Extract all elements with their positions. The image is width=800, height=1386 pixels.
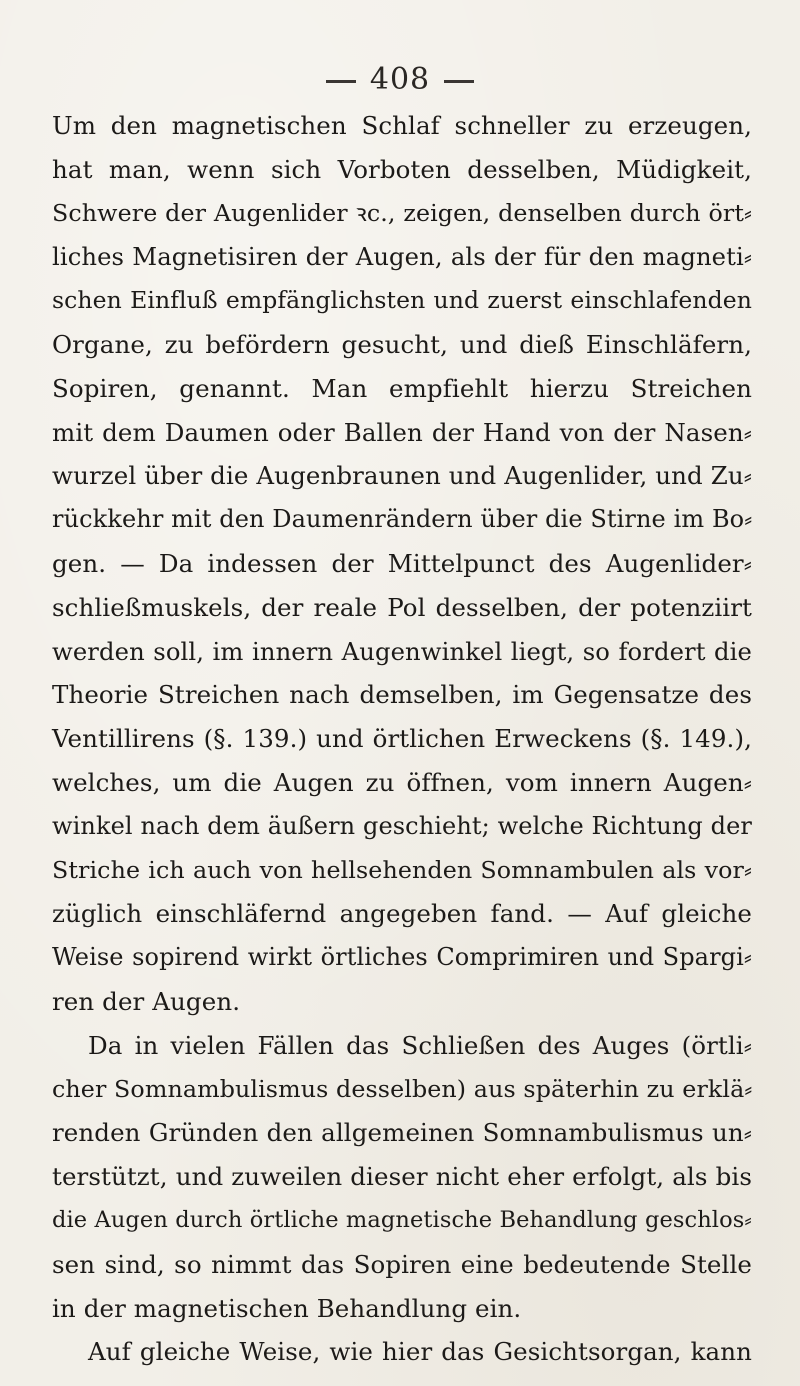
- text-line: sen sind, so nimmt das Sopiren eine bedeutende Stelle: [52, 1249, 752, 1279]
- text-line: liches Magnetisiren der Augen, als der für den magneti⸗: [52, 242, 752, 272]
- text-line: die Augen durch örtliche magnetische Behandlung geschlos⸗: [52, 1206, 752, 1233]
- text-line: terstützt, und zuweilen dieser nicht eher erfolgt, als bis: [52, 1162, 752, 1192]
- text-line: Da in vielen Fällen das Schließen des Auges (örtli⸗: [88, 1030, 752, 1060]
- text-line: Sopiren, genannt. Man empfiehlt hierzu Streichen: [52, 373, 752, 403]
- text-line: cher Somnambulismus desselben) aus späterhin zu erklä⸗: [52, 1074, 753, 1103]
- text-line: mit dem Daumen oder Ballen der Hand von der Nasen⸗: [52, 417, 752, 447]
- text-line: Organe, zu befördern gesucht, und dieß Einschläfern,: [52, 329, 752, 359]
- text-line: renden Gründen den allgemeinen Somnambulismus un⸗: [52, 1118, 752, 1148]
- text-line: schen Einfluß empfänglichsten und zuerst einschlafenden: [52, 286, 752, 315]
- text-line: Ventillirens (§. 139.) und örtlichen Erweckens (§. 149.),: [52, 724, 752, 754]
- text-line: Auf gleiche Weise, wie hier das Gesichtsorgan, kann: [88, 1337, 752, 1367]
- paragraph: [52, 104, 752, 1024]
- text-line: winkel nach dem äußern geschieht; welche Richtung der: [52, 811, 752, 840]
- header-dash-left: [326, 80, 356, 83]
- paragraph: [52, 1024, 752, 1331]
- text-line: ren der Augen.: [52, 986, 241, 1016]
- text-line: Um den magnetischen Schlaf schneller zu erzeugen,: [52, 111, 752, 140]
- text-line: wurzel über die Augenbraunen und Augenlider, und Zu⸗: [52, 461, 752, 491]
- page-header: [0, 62, 800, 97]
- header-dash-right: [444, 80, 474, 83]
- text-line: welches, um die Augen zu öffnen, vom innern Augen⸗: [52, 767, 752, 797]
- text-line: züglich einschläfernd angegeben fand. — Auf gleiche: [52, 899, 752, 929]
- text-line: Striche ich auch von hellsehenden Somnambulen als vor⸗: [52, 855, 752, 884]
- text-line: rückkehr mit den Daumenrändern über die Stirne im Bo⸗: [52, 505, 753, 534]
- text-line: Schwere der Augenlider ꝛc., zeigen, denselben durch ört⸗: [52, 198, 752, 227]
- text-line: schließmuskels, der reale Pol desselben, der potenziirt: [52, 592, 752, 622]
- text-line: werden soll, im innern Augenwinkel liegt, so fordert die: [52, 636, 752, 666]
- text-line: Theorie Streichen nach demselben, im Gegensatze des: [52, 680, 752, 710]
- body-text: [52, 104, 752, 1374]
- text-line: in der magnetischen Behandlung ein.: [52, 1293, 522, 1323]
- text-line: gen. — Da indessen der Mittelpunct des Augenlider⸗: [52, 548, 752, 578]
- text-line: hat man, wenn sich Vorboten desselben, Müdigkeit,: [52, 154, 752, 184]
- text-line: Weise sopirend wirkt örtliches Comprimiren und Spargi⸗: [52, 943, 752, 972]
- paragraph: [52, 1330, 752, 1374]
- page-number: 408: [369, 62, 431, 97]
